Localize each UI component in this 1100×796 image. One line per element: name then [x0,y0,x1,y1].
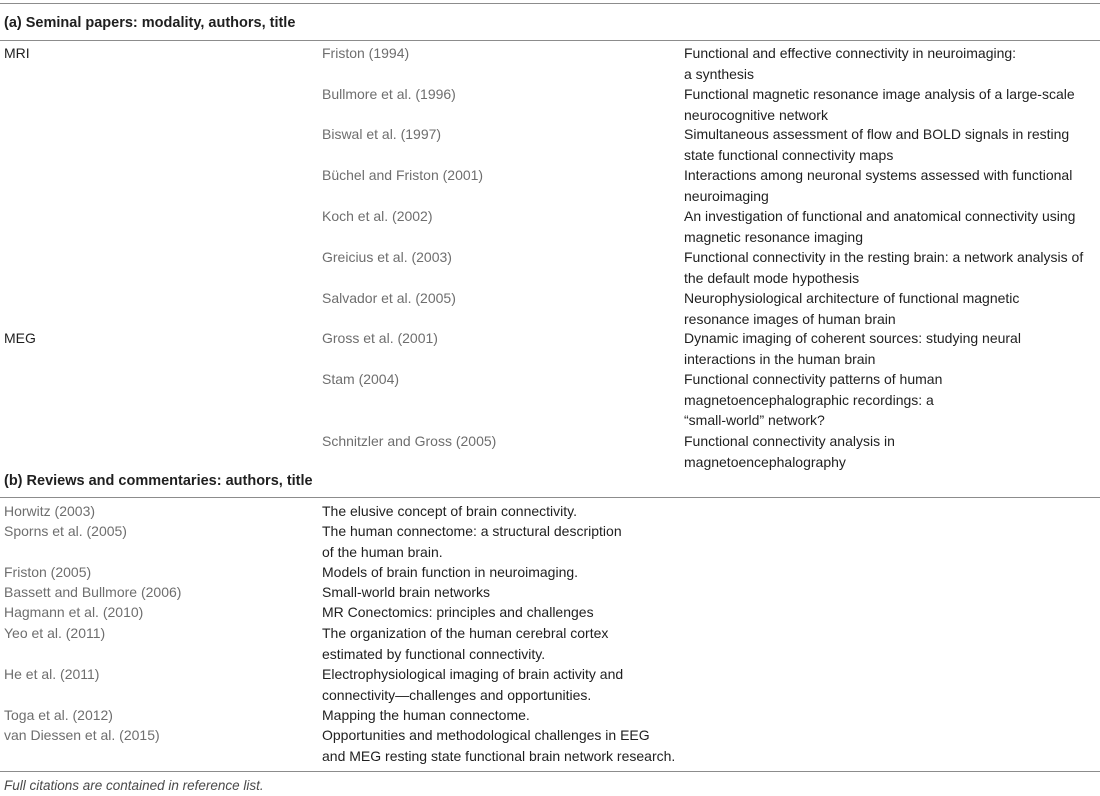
title-line: Electrophysiological imaging of brain activity and [322,666,624,682]
title-line: Dynamic imaging of coherent sources: studying neural [684,330,1021,346]
row-title [684,431,895,472]
row-authors: Schnitzler and Gross (2005) [322,433,497,449]
modality-label-meg: MEG [4,330,36,346]
row-authors: Yeo et al. (2011) [4,625,106,641]
title-line: neurocognitive network [684,106,828,123]
row-authors: Gross et al. (2001) [322,330,438,346]
section-b-title: (b) Reviews and commentaries: authors, title [4,473,313,489]
row-authors: Stam (2004) [322,371,400,387]
title-line: interactions in the human brain [684,350,876,367]
row-authors: Büchel and Friston (2001) [322,167,484,183]
section-b-rule [0,497,1100,498]
row-title [684,328,1021,369]
row-title [322,725,675,766]
table-footnote: Full citations are contained in reference list. [4,778,264,793]
title-line: Functional connectivity patterns of human [684,371,943,387]
title-line: magnetoencephalographic recordings: a [684,391,934,408]
row-authors: Bassett and Bullmore (2006) [4,584,182,600]
row-title [322,602,594,623]
title-line: The human connectome: a structural description [322,523,622,539]
title-line: Small-world brain networks [322,584,491,600]
row-title [684,84,1075,125]
row-authors: Koch et al. (2002) [322,208,433,224]
row-authors: He et al. (2011) [4,666,100,682]
title-line: Functional connectivity analysis in [684,433,895,449]
title-line: neuroimaging [684,187,769,204]
row-authors: van Diessen et al. (2015) [4,727,160,743]
title-line: Neurophysiological architecture of functional magnetic [684,290,1020,306]
row-title [684,247,1083,288]
row-authors: Toga et al. (2012) [4,707,113,723]
section-a-rule [0,40,1100,41]
row-title [322,623,608,664]
row-title [684,206,1075,247]
title-line: resonance images of human brain [684,310,896,327]
title-line: Functional and effective connectivity in neuroimaging: [684,45,1017,61]
title-line: magnetic resonance imaging [684,228,863,245]
row-title [322,501,577,522]
title-line: Opportunities and methodological challenges in EEG [322,727,650,743]
row-authors: Friston (2005) [4,564,92,580]
row-authors: Bullmore et al. (1996) [322,86,456,102]
row-title [322,705,530,726]
row-authors: Sporns et al. (2005) [4,523,127,539]
row-authors: Hagmann et al. (2010) [4,604,144,620]
title-line: The elusive concept of brain connectivity. [322,503,577,519]
title-line: a synthesis [684,65,755,82]
row-title [322,521,622,562]
row-authors: Horwitz (2003) [4,503,96,519]
title-line: Interactions among neuronal systems assessed with functional [684,167,1073,183]
section-a-title: (a) Seminal papers: modality, authors, title [4,15,296,31]
title-line: MR Conectomics: principles and challenges [322,604,594,620]
title-line: and MEG resting state functional brain network research. [322,747,676,764]
bottom-rule [0,771,1100,772]
row-title [684,43,1016,84]
title-line: estimated by functional connectivity. [322,645,546,662]
row-title [322,582,490,603]
title-line: Functional magnetic resonance image analysis of a large-scale [684,86,1075,102]
row-title [684,369,942,431]
title-line: “small-world” network? [684,412,825,428]
title-line: An investigation of functional and anatomical connectivity using [684,208,1076,224]
modality-label-mri: MRI [4,45,30,61]
title-line: of the human brain. [322,543,443,560]
row-title [322,562,578,583]
row-title [684,124,1069,165]
row-title [322,664,623,705]
title-line: Models of brain function in neuroimaging. [322,564,579,580]
title-line: connectivity—challenges and opportunities. [322,686,592,703]
title-line: Functional connectivity in the resting brain: a network analysis of [684,249,1084,265]
row-authors: Salvador et al. (2005) [322,290,456,306]
title-line: the default mode hypothesis [684,269,860,286]
row-authors: Biswal et al. (1997) [322,126,442,142]
title-line: Simultaneous assessment of flow and BOLD signals in resting [684,126,1070,142]
top-rule [0,3,1100,4]
row-title [684,165,1072,206]
title-line: state functional connectivity maps [684,146,894,163]
row-authors: Greicius et al. (2003) [322,249,452,265]
title-line: Mapping the human connectome. [322,707,530,723]
row-authors: Friston (1994) [322,45,410,61]
row-title [684,288,1019,329]
title-line: The organization of the human cerebral cortex [322,625,609,641]
title-line: magnetoencephalography [684,453,846,470]
